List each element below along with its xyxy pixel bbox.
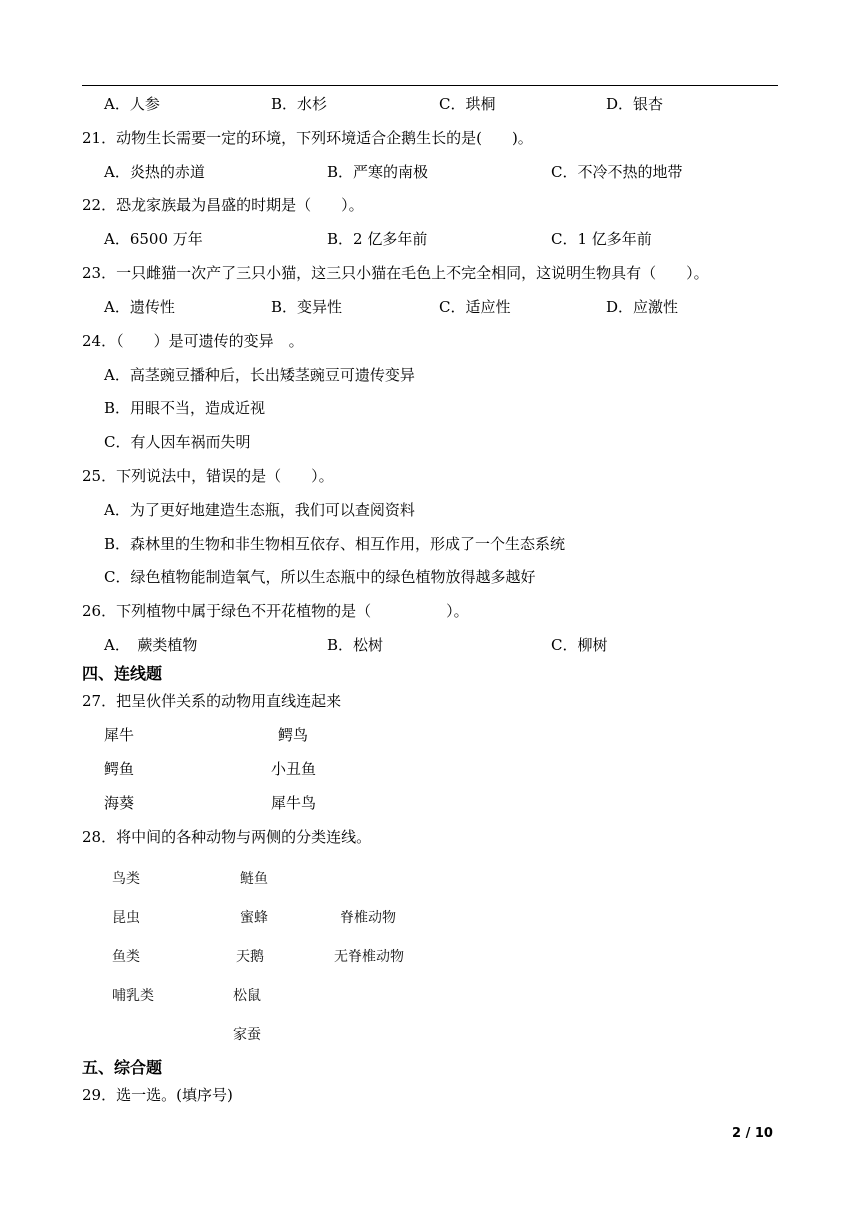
page-number: 2 / 10 bbox=[732, 1126, 773, 1141]
q25-option-b: B．森林里的生物和非生物相互依存、相互作用，形成了一个生态系统 bbox=[104, 535, 566, 553]
q27-right-item: 鳄鸟 bbox=[278, 726, 309, 744]
header-rule bbox=[82, 85, 778, 86]
q27-left-item: 鳄鱼 bbox=[104, 760, 135, 778]
q26-option-c: C．柳树 bbox=[551, 636, 608, 654]
q22-stem: 22．恐龙家族最为昌盛的时期是（ ）。 bbox=[82, 196, 364, 214]
q24-option-a: A．高茎豌豆播种后，长出矮茎豌豆可遗传变异 bbox=[104, 366, 415, 384]
q22-option-b: B．2 亿多年前 bbox=[327, 230, 428, 248]
q20-option-a: A．人参 bbox=[104, 95, 160, 113]
q26-option-b: B．松树 bbox=[327, 636, 384, 654]
q25-stem: 25．下列说法中，错误的是（ ）。 bbox=[82, 467, 334, 485]
q27-right-item: 小丑鱼 bbox=[271, 760, 317, 778]
q28-category-left: 昆虫 bbox=[112, 910, 140, 926]
q20-option-b: B．水杉 bbox=[271, 95, 328, 113]
q21-option-c: C．不冷不热的地带 bbox=[551, 163, 683, 181]
q29-stem: 29．选一选。(填序号) bbox=[82, 1086, 233, 1104]
q24-option-b: B．用眼不当，造成近视 bbox=[104, 399, 266, 417]
q23-option-b: B．变异性 bbox=[271, 298, 343, 316]
q28-animal: 松鼠 bbox=[233, 988, 261, 1004]
q21-option-b: B．严寒的南极 bbox=[327, 163, 429, 181]
q28-animal: 鲢鱼 bbox=[240, 871, 268, 887]
q23-stem: 23．一只雌猫一次产了三只小猫，这三只小猫在毛色上不完全相同，这说明生物具有（ ）。 bbox=[82, 264, 709, 282]
q20-option-c: C．珙桐 bbox=[439, 95, 496, 113]
q27-right-item: 犀牛鸟 bbox=[271, 794, 317, 812]
q28-animal: 家蚕 bbox=[233, 1027, 261, 1043]
q25-option-c: C．绿色植物能制造氧气，所以生态瓶中的绿色植物放得越多越好 bbox=[104, 568, 536, 586]
q21-stem: 21．动物生长需要一定的环境，下列环境适合企鹅生长的是( )。 bbox=[82, 129, 533, 147]
q20-option-d: D．银杏 bbox=[606, 95, 664, 113]
q23-option-c: C．适应性 bbox=[439, 298, 511, 316]
q28-animal: 天鹅 bbox=[236, 949, 264, 965]
section-heading-matching: 四、连线题 bbox=[82, 664, 163, 683]
q26-stem: 26．下列植物中属于绿色不开花植物的是（ ）。 bbox=[82, 602, 469, 620]
q23-option-a: A．遗传性 bbox=[104, 298, 175, 316]
q23-option-d: D．应激性 bbox=[606, 298, 679, 316]
q25-option-a: A．为了更好地建造生态瓶，我们可以查阅资料 bbox=[104, 501, 415, 519]
q27-stem: 27．把呈伙伴关系的动物用直线连起来 bbox=[82, 692, 342, 710]
q28-animal: 蜜蜂 bbox=[240, 910, 268, 926]
q27-left-item: 犀牛 bbox=[104, 726, 135, 744]
q22-option-c: C．1 亿多年前 bbox=[551, 230, 652, 248]
q27-left-item: 海葵 bbox=[104, 794, 135, 812]
q28-category-left: 鸟类 bbox=[112, 871, 140, 887]
q28-category-right: 无脊椎动物 bbox=[334, 949, 404, 965]
q28-category-left: 鱼类 bbox=[112, 949, 140, 965]
q24-option-c: C．有人因车祸而失明 bbox=[104, 433, 251, 451]
q22-option-a: A．6500 万年 bbox=[104, 230, 203, 248]
q21-option-a: A．炎热的赤道 bbox=[104, 163, 205, 181]
q28-stem: 28．将中间的各种动物与两侧的分类连线。 bbox=[82, 828, 372, 846]
q24-stem: 24．（ ）是可遗传的变异 。 bbox=[82, 332, 304, 350]
section-heading-comprehensive: 五、综合题 bbox=[82, 1058, 163, 1077]
q28-category-left: 哺乳类 bbox=[112, 988, 154, 1004]
q28-category-right: 脊椎动物 bbox=[340, 910, 396, 926]
q26-option-a: A． 蕨类植物 bbox=[104, 636, 198, 654]
